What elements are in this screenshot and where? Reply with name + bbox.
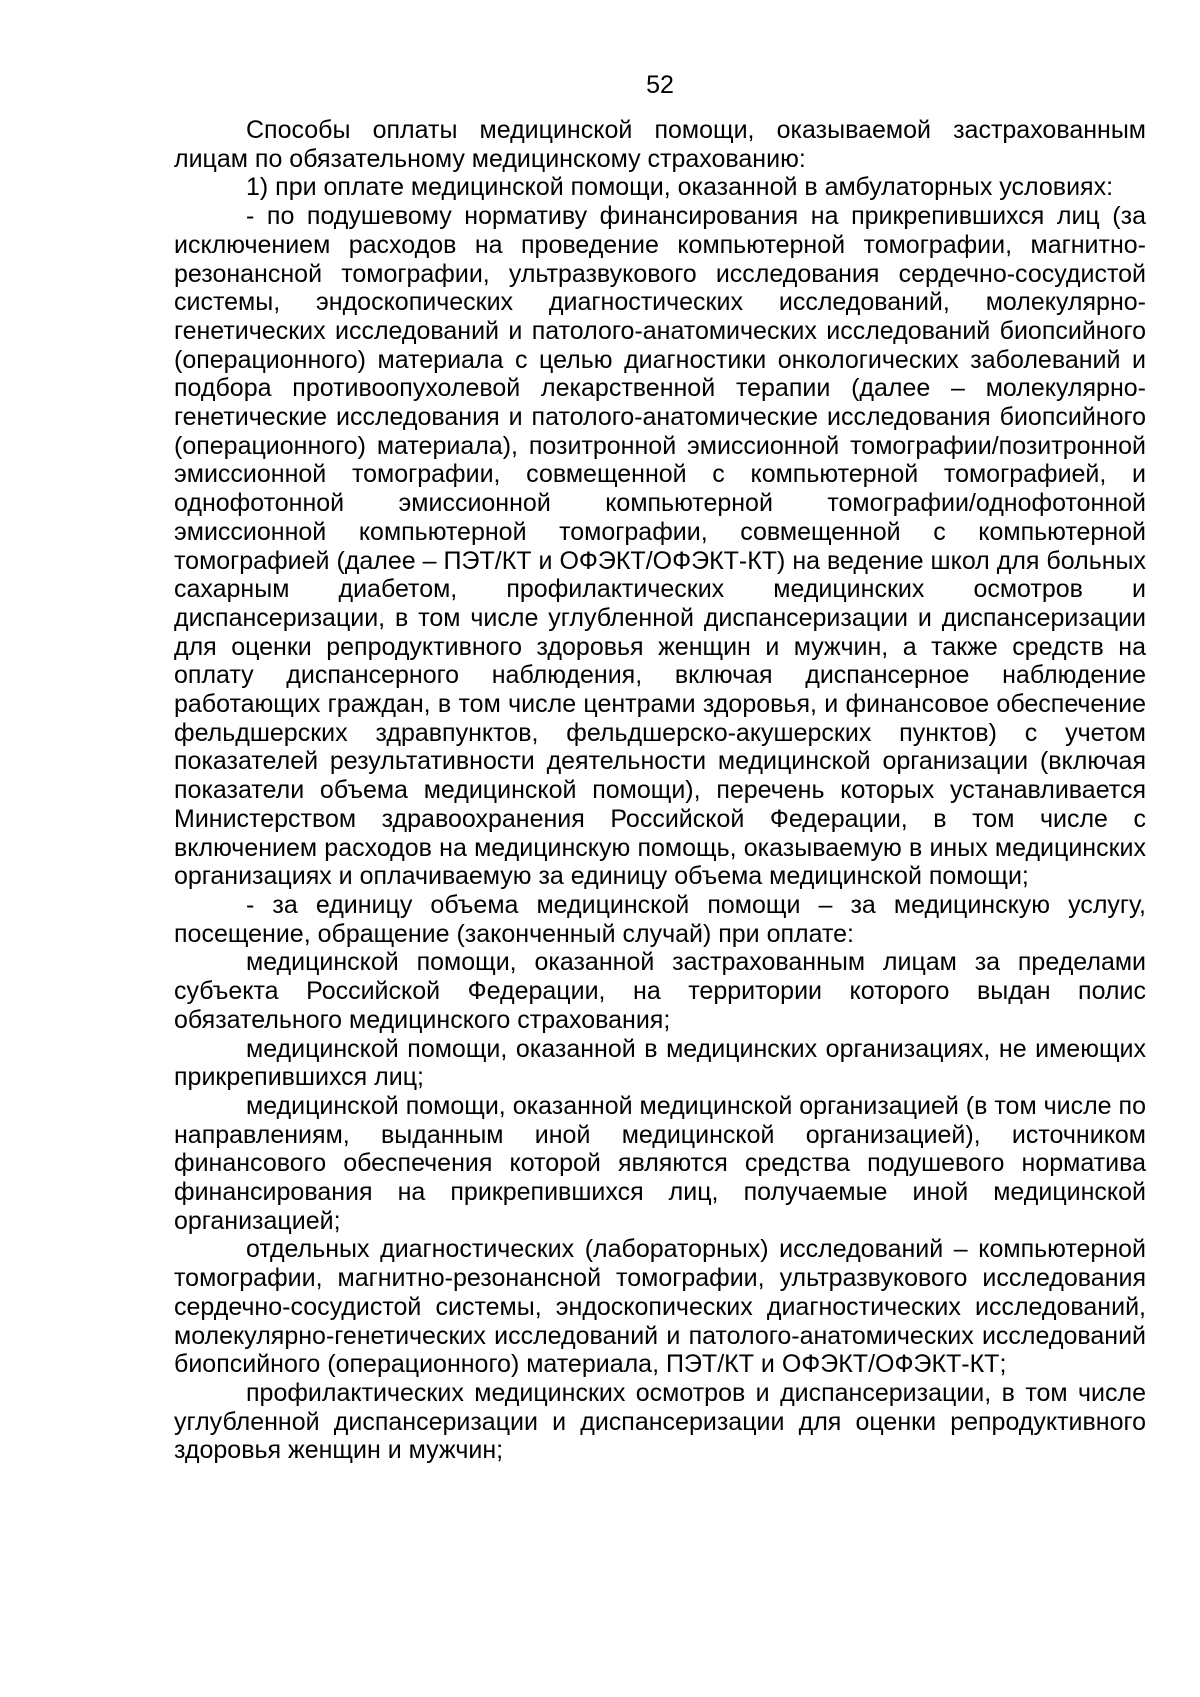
paragraph-no-attached: медицинской помощи, оказанной в медицинских организациях, не имеющих прикрепившихся лиц; [174, 1034, 1146, 1092]
paragraph-by-referral: медицинской помощи, оказанной медицинской организацией (в том числе по направлениям, выданным иной медицинской организацией), источником финансового обеспечения которой являются средства подушевого норматива финансирования на прикрепившихся лиц, получаемые иной медицинской организацией; [174, 1091, 1146, 1235]
paragraph-outside-region: медицинской помощи, оказанной застрахованным лицам за пределами субъекта Российской Федерации, на территории которого выдан полис обязательного медицинского страхования; [174, 948, 1146, 1034]
paragraph-diagnostics: отдельных диагностических (лабораторных) исследований – компьютерной томографии, магнитно-резонансной томографии, ультразвукового исследования сердечно-сосудистой системы, эндоскопических диагностических исследований, молекулярно-генетических исследований и патолого-анатомических исследований биопсийного (операционного) материала, ПЭТ/КТ и ОФЭКТ/ОФЭКТ-КТ; [174, 1235, 1146, 1379]
paragraph-item-1: 1) при оплате медицинской помощи, оказанной в амбулаторных условиях: [246, 173, 1114, 202]
page-number: 52 [646, 71, 674, 99]
paragraph-per-capita: - по подушевому нормативу финансирования на прикрепившихся лиц (за исключением расходов на проведение компьютерной томографии, магнитно-резонансной томографии, ультразвукового исследования сердечно-сосудистой системы, эндоскопических диагностических исследований, молекулярно-генетических исследований и патолого-анатомических исследований биопсийного (операционного) материала с целью диагностики онкологических заболеваний и подбора противоопухолевой лекарственной терапии (далее – молекулярно-генетические исследования и патолого-анатомические исследования биопсийного (операционного) материала), позитронной эмиссионной томографии/позитронной эмиссионной томографии, совмещенной с компьютерной томографией, и однофотонной эмиссионной компьютерной томографии/однофотонной эмиссионной компьютерной томографии, совмещенной с компьютерной томографией (далее – ПЭТ/КТ и ОФЭКТ/ОФЭКТ-КТ) на ведение школ для больных сахарным диабетом, профилактических медицинских осмотров и диспансеризации, в том числе углубленной диспансеризации и диспансеризации для оценки репродуктивного здоровья женщин и мужчин, а также средств на оплату диспансерного наблюдения, включая диспансерное наблюдение работающих граждан, в том числе центрами здоровья, и финансовое обеспечение фельдшерских здравпунктов, фельдшерско-акушерских пунктов) с учетом показателей результативности деятельности медицинской организации (включая показатели объема медицинской помощи), перечень которых устанавливается Министерством здравоохранения Российской Федерации, в том числе с включением расходов на медицинскую помощь, оказываемую в иных медицинских организациях и оплачиваемую за единицу объема медицинской помощи; [174, 202, 1146, 891]
paragraph-intro: Способы оплаты медицинской помощи, оказываемой застрахованным лицам по обязательному медицинскому страхованию: [174, 116, 1146, 173]
paragraph-per-unit: - за единицу объема медицинской помощи – за медицинскую услугу, посещение, обращение (законченный случай) при оплате: [174, 890, 1146, 948]
document-body [174, 116, 1146, 1465]
paragraph-preventive: профилактических медицинских осмотров и диспансеризации, в том числе углубленной диспансеризации и диспансеризации для оценки репродуктивного здоровья женщин и мужчин; [174, 1378, 1146, 1465]
